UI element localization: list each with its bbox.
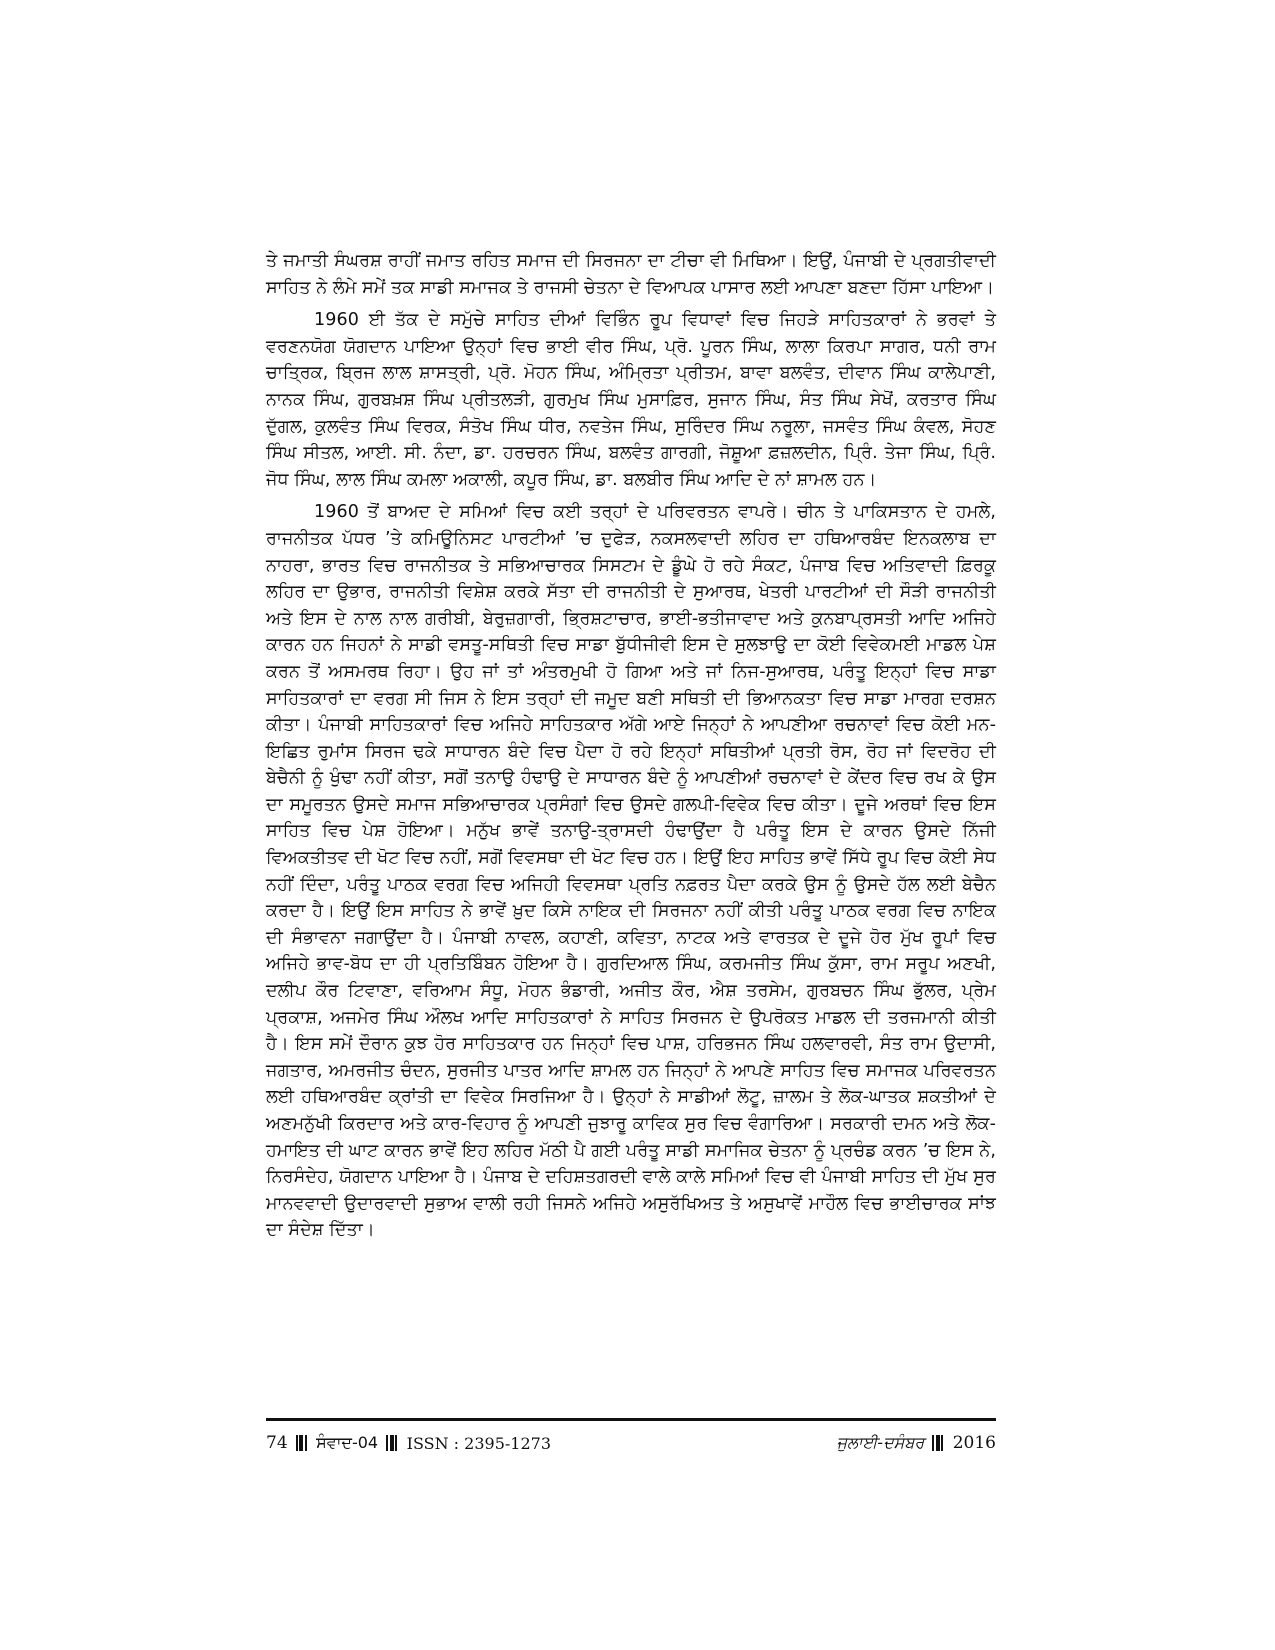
paragraph-continuation: ਤੇ ਜਮਾਤੀ ਸੰਘਰਸ਼ ਰਾਹੀਂ ਜਮਾਤ ਰਹਿਤ ਸਮਾਜ ਦੀ ਸਿਰਜਨਾ ਦਾ ਟੀਚਾ ਵੀ ਮਿਥਿਆ। ਇਉਂ, ਪੰਜਾਬੀ ਦੇ ਪ੍ਰਗਤੀਵਾਦੀ ਸਾਹਿਤ ਨੇ ਲੰਮੇ ਸਮੇਂ ਤਕ ਸਾਡੀ ਸਮਾਜਕ ਤੇ ਰਾਜਸੀ ਚੇਤਨਾ ਦੇ ਵਿਆਪਕ ਪਾਸਾਰ ਲਈ ਆਪਣਾ ਬਣਦਾ ਹਿੱਸਾ ਪਾਇਆ। [266,251,996,298]
page-body [266,248,996,1250]
footer-rule [266,1418,996,1421]
paragraph-after-1960: 1960 ਤੋਂ ਬਾਅਦ ਦੇ ਸਮਿਆਂ ਵਿਚ ਕਈ ਤਰ੍ਹਾਂ ਦੇ ਪਰਿਵਰਤਨ ਵਾਪਰੇ। ਚੀਨ ਤੇ ਪਾਕਿਸਤਾਨ ਦੇ ਹਮਲੇ, ਰਾਜਨੀਤਕ ਪੱਧਰ ’ਤੇ ਕਮਿਊਨਿਸਟ ਪਾਰਟੀਆਂ ’ਚ ਦੁਫੇੜ, ਨਕਸਲਵਾਦੀ ਲਹਿਰ ਦਾ ਹਥਿਆਰਬੰਦ ਇਨਕਲਾਬ ਦਾ ਨਾਹਰਾ, ਭਾਰਤ ਵਿਚ ਰਾਜਨੀਤਕ ਤੇ ਸਭਿਆਚਾਰਕ ਸਿਸਟਮ ਦੇ ਡੂੰਘੇ ਹੋ ਰਹੇ ਸੰਕਟ, ਪੰਜਾਬ ਵਿਚ ਅਤਿਵਾਦੀ ਫ਼ਿਰਕੂ ਲਹਿਰ ਦਾ ਉਭਾਰ, ਰਾਜਨੀਤੀ ਵਿਸ਼ੇਸ਼ ਕਰਕੇ ਸੱਤਾ ਦੀ ਰਾਜਨੀਤੀ ਦੇ ਸੁਆਰਥ, ਖੇਤਰੀ ਪਾਰਟੀਆਂ ਦੀ ਸੌੜੀ ਰਾਜਨੀਤੀ ਅਤੇ ਇਸ ਦੇ ਨਾਲ ਨਾਲ ਗਰੀਬੀ, ਬੇਰੁਜ਼ਗਾਰੀ, ਭ੍ਰਿਸ਼ਟਾਚਾਰ, ਭਾਈ-ਭਤੀਜਾਵਾਦ ਅਤੇ ਕੁਨਬਾਪ੍ਰਸਤੀ ਆਦਿ ਅਜਿਹੇ ਕਾਰਨ ਹਨ ਜਿਹਨਾਂ ਨੇ ਸਾਡੀ ਵਸਤੂ-ਸਥਿਤੀ ਵਿਚ ਸਾਡਾ ਬੁੱਧੀਜੀਵੀ ਇਸ ਦੇ ਸੁਲਝਾਉ ਦਾ ਕੋਈ ਵਿਵੇਕਮਈ ਮਾਡਲ ਪੇਸ਼ ਕਰਨ ਤੋਂ ਅਸਮਰਥ ਰਿਹਾ। ਉਹ ਜਾਂ ਤਾਂ ਅੰਤਰਮੁਖੀ ਹੋ ਗਿਆ ਅਤੇ ਜਾਂ ਨਿਜ-ਸੁਆਰਥ, ਪਰੰਤੂ ਇਨ੍ਹਾਂ ਵਿਚ ਸਾਡਾ ਸਾਹਿਤਕਾਰਾਂ ਦਾ ਵਰਗ ਸੀ ਜਿਸ ਨੇ ਇਸ ਤਰ੍ਹਾਂ ਦੀ ਜਮੂਦ ਬਣੀ ਸਥਿਤੀ ਦੀ ਭਿਆਨਕਤਾ ਵਿਚ ਸਾਡਾ ਮਾਰਗ ਦਰਸ਼ਨ ਕੀਤਾ। ਪੰਜਾਬੀ ਸਾਹਿਤਕਾਰਾਂ ਵਿਚ ਅਜਿਹੇ ਸਾਹਿਤਕਾਰ ਅੱਗੇ ਆਏ ਜਿਨ੍ਹਾਂ ਨੇ ਆਪਣੀਆ ਰਚਨਾਵਾਂ ਵਿਚ ਕੋਈ ਮਨ-ਇਛਿਤ ਰੁਮਾਂਸ ਸਿਰਜ ਢਕੇ ਸਾਧਾਰਨ ਬੰਦੇ ਵਿਚ ਪੈਦਾ ਹੋ ਰਹੇ ਇਨ੍ਹਾਂ ਸਥਿਤੀਆਂ ਪ੍ਰਤੀ ਰੋਸ, ਰੋਹ ਜਾਂ ਵਿਦਰੋਹ ਦੀ ਬੇਚੈਨੀ ਨੂੰ ਖੁੰਢਾ ਨਹੀਂ ਕੀਤਾ, ਸਗੋਂ ਤਨਾਉ ਹੰਢਾਉ ਦੇ ਸਾਧਾਰਨ ਬੰਦੇ ਨੂੰ ਆਪਣੀਆਂ ਰਚਨਾਵਾਂ ਦੇ ਕੇਂਦਰ ਵਿਚ ਰਖ ਕੇ ਉਸ ਦਾ ਸਮੂਰਤਨ ਉਸਦੇ ਸਮਾਜ ਸਭਿਆਚਾਰਕ ਪ੍ਰਸੰਗਾਂ ਵਿਚ ਉਸਦੇ ਗਲਪੀ-ਵਿਵੇਕ ਵਿਚ ਕੀਤਾ। ਦੂਜੇ ਅਰਥਾਂ ਵਿਚ ਇਸ ਸਾਹਿਤ ਵਿਚ ਪੇਸ਼ ਹੋਇਆ। ਮਨੁੱਖ ਭਾਵੇਂ ਤਨਾਉ-ਤ੍ਰਾਸਦੀ ਹੰਢਾਉਂਦਾ ਹੈ ਪਰੰਤੂ ਇਸ ਦੇ ਕਾਰਨ ਉਸਦੇ ਨਿੱਜੀ ਵਿਅਕਤੀਤਵ ਦੀ ਖੋਟ ਵਿਚ ਨਹੀਂ, ਸਗੋਂ ਵਿਵਸਥਾ ਦੀ ਖੋਟ ਵਿਚ ਹਨ। ਇਉਂ ਇਹ ਸਾਹਿਤ ਭਾਵੇਂ ਸਿੱਧੇ ਰੂਪ ਵਿਚ ਕੋਈ ਸੇਧ ਨਹੀਂ ਦਿੰਦਾ, ਪਰੰਤੂ ਪਾਠਕ ਵਰਗ ਵਿਚ ਅਜਿਹੀ ਵਿਵਸਥਾ ਪ੍ਰਤਿ ਨਫ਼ਰਤ ਪੈਦਾ ਕਰਕੇ ਉਸ ਨੂੰ ਉਸਦੇ ਹੱਲ ਲਈ ਬੇਚੈਨ ਕਰਦਾ ਹੈ। ਇਉਂ ਇਸ ਸਾਹਿਤ ਨੇ ਭਾਵੇਂ ਖ਼ੁਦ ਕਿਸੇ ਨਾਇਕ ਦੀ ਸਿਰਜਨਾ ਨਹੀਂ ਕੀਤੀ ਪਰੰਤੂ ਪਾਠਕ ਵਰਗ ਵਿਚ ਨਾਇਕ ਦੀ ਸੰਭਾਵਨਾ ਜਗਾਉਂਦਾ ਹੈ। ਪੰਜਾਬੀ ਨਾਵਲ, ਕਹਾਣੀ, ਕਵਿਤਾ, ਨਾਟਕ ਅਤੇ ਵਾਰਤਕ ਦੇ ਦੂਜੇ ਹੋਰ ਮੁੱਖ ਰੂਪਾਂ ਵਿਚ ਅਜਿਹੇ ਭਾਵ-ਬੋਧ ਦਾ ਹੀ ਪ੍ਰਤਿਬਿੰਬਨ ਹੋਇਆ ਹੈ। ਗੁਰਦਿਆਲ ਸਿੰਘ, ਕਰਮਜੀਤ ਸਿੰਘ ਕੁੱਸਾ, ਰਾਮ ਸਰੂਪ ਅਣਖੀ, ਦਲੀਪ ਕੌਰ ਟਿਵਾਣਾ, ਵਰਿਆਮ ਸੰਧੂ, ਮੋਹਨ ਭੰਡਾਰੀ, ਅਜੀਤ ਕੌਰ, ਐਸ਼ ਤਰਸੇਮ, ਗੁਰਬਚਨ ਸਿੰਘ ਭੁੱਲਰ, ਪ੍ਰੇਮ ਪ੍ਰਕਾਸ਼, ਅਜਮੇਰ ਸਿੰਘ ਔਲਖ ਆਦਿ ਸਾਹਿਤਕਾਰਾਂ ਨੇ ਸਾਹਿਤ ਸਿਰਜਨ ਦੇ ਉਪਰੋਕਤ ਮਾਡਲ ਦੀ ਤਰਜਮਾਨੀ ਕੀਤੀ ਹੈ। ਇਸ ਸਮੇਂ ਦੌਰਾਨ ਕੁਝ ਹੋਰ ਸਾਹਿਤਕਾਰ ਹਨ ਜਿਨ੍ਹਾਂ ਵਿਚ ਪਾਸ਼, ਹਰਿਭਜਨ ਸਿੰਘ ਹਲਵਾਰਵੀ, ਸੰਤ ਰਾਮ ਉਦਾਸੀ, ਜਗਤਾਰ, ਅਮਰਜੀਤ ਚੰਦਨ, ਸੁਰਜੀਤ ਪਾਤਰ ਆਦਿ ਸ਼ਾਮਲ ਹਨ ਜਿਨ੍ਹਾਂ ਨੇ ਆਪਣੇ ਸਾਹਿਤ ਵਿਚ ਸਮਾਜਕ ਪਰਿਵਰਤਨ ਲਈ ਹਥਿਆਰਬੰਦ ਕ੍ਰਾਂਤੀ ਦਾ ਵਿਵੇਕ ਸਿਰਜਿਆ ਹੈ। ਉਨ੍ਹਾਂ ਨੇ ਸਾਡੀਆਂ ਲੋਟੂ, ਜ਼ਾਲਮ ਤੇ ਲੋਕ-ਘਾਤਕ ਸ਼ਕਤੀਆਂ ਦੇ ਅਣਮਨੁੱਖੀ ਕਿਰਦਾਰ ਅਤੇ ਕਾਰ-ਵਿਹਾਰ ਨੂੰ ਆਪਣੀ ਜੁਝਾਰੂ ਕਾਵਿਕ ਸੁਰ ਵਿਚ ਵੰਗਾਰਿਆ। ਸਰਕਾਰੀ ਦਮਨ ਅਤੇ ਲੋਕ-ਹਮਾਇਤ ਦੀ ਘਾਟ ਕਾਰਨ ਭਾਵੇਂ ਇਹ ਲਹਿਰ ਮੱਠੀ ਪੈ ਗਈ ਪਰੰਤੂ ਸਾਡੀ ਸਮਾਜਿਕ ਚੇਤਨਾ ਨੂੰ ਪ੍ਰਚੰਡ ਕਰਨ ’ਚ ਇਸ ਨੇ, ਨਿਰਸੰਦੇਹ, ਯੋਗਦਾਨ ਪਾਇਆ ਹੈ। ਪੰਜਾਬ ਦੇ ਦਹਿਸ਼ਤਗਰਦੀ ਵਾਲੇ ਕਾਲੇ ਸਮਿਆਂ ਵਿਚ ਵੀ ਪੰਜਾਬੀ ਸਾਹਿਤ ਦੀ ਮੁੱਖ ਸੁਰ ਮਾਨਵਵਾਦੀ ਉਦਾਰਵਾਦੀ ਸੁਭਾਅ ਵਾਲੀ ਰਹੀ ਜਿਸਨੇ ਅਜਿਹੇ ਅਸੁਰੱਖਿਅਤ ਤੇ ਅਸੁਖਾਵੇਂ ਮਾਹੌਲ ਵਿਚ ਭਾਈਚਾਰਕ ਸਾਂਝ ਦਾ ਸੰਦੇਸ਼ ਦਿੱਤਾ। [266,502,996,1241]
triple-bar-separator-icon [932,1435,945,1451]
journal-name: ਸੰਵਾਦ-04 [316,1433,379,1452]
triple-bar-separator-icon [296,1435,309,1451]
issue-year: 2016 [952,1433,996,1453]
page-number: 74 [266,1433,288,1453]
page-footer [266,1428,996,1458]
triple-bar-separator-icon [386,1435,399,1451]
footer-right [837,1433,996,1453]
issn: ISSN : 2395-1273 [406,1433,551,1453]
issue-period: ਜੁਲਾਈ-ਦਸੰਬਰ [836,1433,925,1452]
paragraph-writers-before-1960: 1960 ਈ ਤੱਕ ਦੇ ਸਮੁੱਚੇ ਸਾਹਿਤ ਦੀਆਂ ਵਿਭਿੰਨ ਰੂਪ ਵਿਧਾਵਾਂ ਵਿਚ ਜਿਹੜੇ ਸਾਹਿਤਕਾਰਾਂ ਨੇ ਭਰਵਾਂ ਤੇ ਵਰਣਨਯੋਗ ਯੋਗਦਾਨ ਪਾਇਆ ਉਨ੍ਹਾਂ ਵਿਚ ਭਾਈ ਵੀਰ ਸਿੰਘ, ਪ੍ਰੋ. ਪੂਰਨ ਸਿੰਘ, ਲਾਲਾ ਕਿਰਪਾ ਸਾਗਰ, ਧਨੀ ਰਾਮ ਚਾਤ੍ਰਿਕ, ਬ੍ਰਿਜ ਲਾਲ ਸ਼ਾਸਤ੍ਰੀ, ਪ੍ਰੋ. ਮੋਹਨ ਸਿੰਘ, ਅੰਮ੍ਰਿਤਾ ਪ੍ਰੀਤਮ, ਬਾਵਾ ਬਲਵੰਤ, ਦੀਵਾਨ ਸਿੰਘ ਕਾਲੇਪਾਣੀ, ਨਾਨਕ ਸਿੰਘ, ਗੁਰਬਖ਼ਸ਼ ਸਿੰਘ ਪ੍ਰੀਤਲੜੀ, ਗੁਰਮੁਖ ਸਿੰਘ ਮੁਸਾਫ਼ਿਰ, ਸੁਜਾਨ ਸਿੰਘ, ਸੰਤ ਸਿੰਘ ਸੇਖੋਂ, ਕਰਤਾਰ ਸਿੰਘ ਦੁੱਗਲ, ਕੁਲਵੰਤ ਸਿੰਘ ਵਿਰਕ, ਸੰਤੋਖ ਸਿੰਘ ਧੀਰ, ਨਵਤੇਜ ਸਿੰਘ, ਸੁਰਿੰਦਰ ਸਿੰਘ ਨਰੂਲਾ, ਜਸਵੰਤ ਸਿੰਘ ਕੰਵਲ, ਸੋਹਣ ਸਿੰਘ ਸੀਤਲ, ਆਈ. ਸੀ. ਨੰਦਾ, ਡਾ. ਹਰਚਰਨ ਸਿੰਘ, ਬਲਵੰਤ ਗਾਰਗੀ, ਜੋਸ਼ੂਆ ਫ਼ਜ਼ਲਦੀਨ, ਪ੍ਰਿੰ. ਤੇਜਾ ਸਿੰਘ, ਪ੍ਰਿੰ. ਜੋਧ ਸਿੰਘ, ਲਾਲ ਸਿੰਘ ਕਮਲਾ ਅਕਾਲੀ, ਕਪੂਰ ਸਿੰਘ, ਡਾ. ਬਲਬੀਰ ਸਿੰਘ ਆਦਿ ਦੇ ਨਾਂ ਸ਼ਾਮਲ ਹਨ। [266,310,996,490]
footer-left [266,1433,551,1453]
